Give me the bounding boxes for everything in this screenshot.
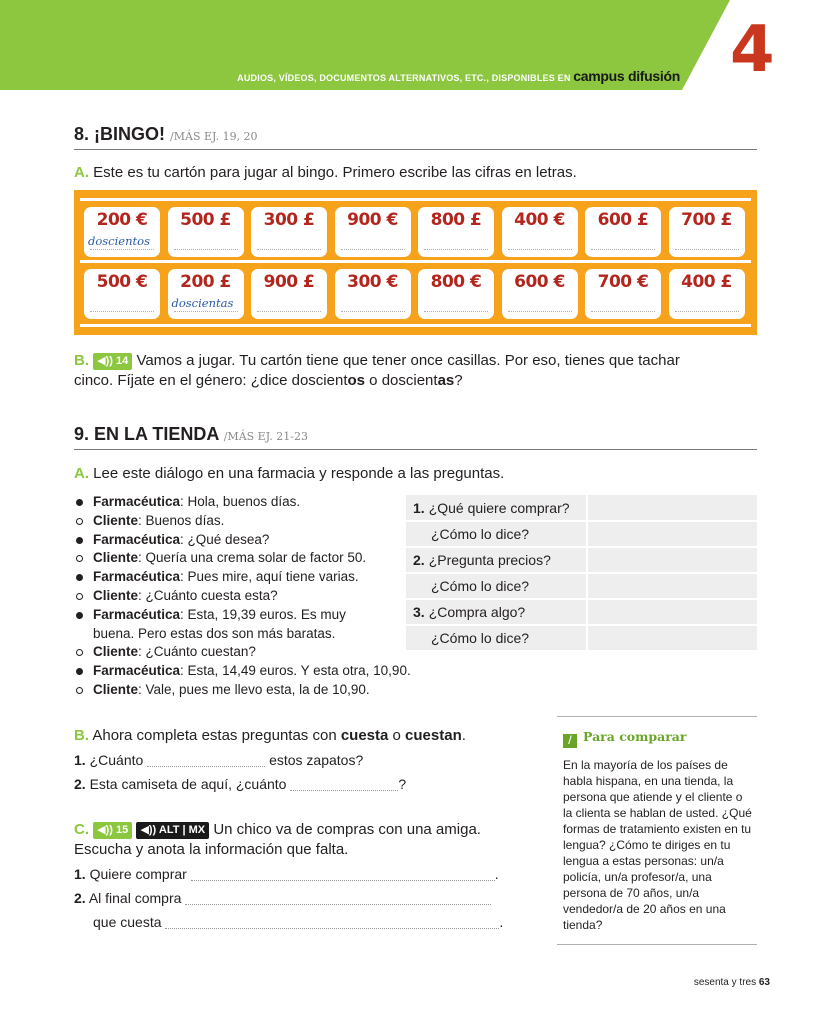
utterance: : Hola, buenos días.: [180, 494, 301, 509]
answer-line: [341, 249, 405, 250]
item-text: estos zapatos?: [269, 752, 364, 768]
speaker: Cliente: [93, 587, 139, 603]
item-text: .: [494, 866, 499, 882]
speaker: Cliente: [93, 512, 139, 528]
item-text: que cuesta: [93, 914, 162, 930]
answer-line: [675, 311, 739, 312]
bingo-value: 800 €: [430, 272, 482, 292]
question-cell: [406, 573, 587, 599]
answer-line: [508, 311, 572, 312]
task-text: o doscient: [365, 371, 438, 389]
bingo-cell[interactable]: [168, 269, 244, 319]
answer-line: [257, 249, 321, 250]
dialog-line: [74, 549, 411, 568]
exercise-item: [74, 890, 491, 906]
bingo-value: 900 £: [263, 272, 315, 292]
para-comparar-box: [557, 716, 757, 945]
bingo-stripe: [80, 324, 751, 327]
dialog-line: [74, 531, 411, 550]
task-text: Un chico va de compras con una amiga.: [213, 821, 481, 838]
answer-line: [341, 311, 405, 312]
audio-track-number: 14: [116, 355, 129, 367]
table-row: [406, 521, 757, 547]
bingo-cell[interactable]: [418, 207, 494, 257]
item-text: Al final compra: [88, 890, 182, 906]
speaker: Farmacéutica: [93, 569, 181, 585]
banner-caption: AUDIOS, VÍDEOS, DOCUMENTOS ALTERNATIVOS, ETC., DISPONIBLES EN: [237, 73, 571, 83]
utterance: : ¿Cuánto cuesta esta?: [138, 587, 278, 603]
audio-track-number: 15: [116, 824, 129, 836]
bingo-cell[interactable]: [669, 207, 745, 257]
task-text: Escucha y anota la información que falta.: [74, 840, 349, 858]
dialog-list: [74, 493, 411, 700]
aside-body: En la mayoría de los países de habla hispana, en una tienda, la persona que atiende y el cliente o la clienta se hablan de usted. ¿Qué formas de tratamiento existen en tu lengua? ¿Cómo te diriges en tu lengua a estas personas: un/a policía, un/a profesor/a, una persona de 70 años, un/a vendedor/a de 20 años en una tienda?: [563, 758, 752, 932]
section-ref: /MÁS EJ. 21-23: [223, 430, 308, 443]
bingo-cell[interactable]: [669, 269, 745, 319]
bingo-cell[interactable]: [168, 207, 244, 257]
speaker: Cliente: [93, 644, 139, 660]
bingo-value: 300 €: [347, 272, 398, 292]
bingo-value: 800 £: [430, 210, 482, 230]
bingo-cell[interactable]: [84, 269, 160, 319]
answer-cell[interactable]: [587, 599, 757, 625]
question-number: 2.: [413, 552, 425, 568]
bingo-value: 500 €: [96, 272, 148, 292]
bingo-value: 600 €: [514, 272, 565, 292]
blank-field[interactable]: [165, 917, 499, 929]
item-number: 1.: [74, 752, 86, 768]
table-row: [406, 573, 757, 599]
bingo-value: 700 €: [597, 272, 649, 292]
exercise-item: [93, 914, 503, 930]
task-9c: [74, 820, 481, 859]
bingo-value: 200 £: [180, 272, 231, 292]
answer-cell[interactable]: [587, 573, 757, 599]
emphasis: cuestan: [405, 727, 462, 744]
speaker: Cliente: [93, 550, 139, 566]
answer-line: [675, 249, 739, 250]
bingo-cell[interactable]: [585, 269, 661, 319]
utterance: : Esta, 19,39 euros. Es muy: [180, 606, 346, 622]
blank-field[interactable]: [185, 893, 491, 905]
question-text: ¿Cómo lo dice?: [431, 578, 530, 594]
answer-line: [90, 311, 154, 312]
task-8a: [74, 163, 577, 183]
answer-line: [591, 311, 655, 312]
utterance: : Vale, pues me llevo esta, la de 10,90.: [138, 681, 370, 697]
page-number: 63: [758, 977, 770, 988]
emphasis: cuesta: [340, 727, 389, 744]
item-text: .: [499, 914, 504, 930]
task-label: A.: [74, 465, 89, 482]
item-text: Quiere comprar: [89, 866, 187, 882]
bingo-cell[interactable]: [418, 269, 494, 319]
answer-cell[interactable]: [587, 625, 757, 651]
bingo-stripe: [80, 198, 751, 201]
audio-alt-label: ALT | MX: [158, 824, 206, 836]
speaker: Farmacéutica: [93, 531, 181, 547]
section-title-text: EN LA TIENDA: [94, 424, 219, 444]
question-cell: [406, 625, 587, 651]
campus-difusion-logo[interactable]: campus difusión: [573, 68, 680, 84]
blank-field[interactable]: [147, 755, 265, 767]
answer-line: [424, 249, 488, 250]
question-cell: [406, 599, 587, 625]
emphasis: as: [437, 371, 455, 389]
answer-cell[interactable]: [587, 495, 757, 521]
bingo-value: 700 £: [681, 210, 732, 230]
utterance: : ¿Cuánto cuestan?: [138, 644, 256, 660]
bingo-value: 900 €: [347, 210, 398, 230]
answer-line: [174, 249, 238, 250]
aside-title-text: Para comparar: [583, 729, 687, 744]
exercise-item: [74, 776, 406, 792]
task-text: Este es tu cartón para jugar al bingo. Primero escribe las cifras en letras.: [93, 164, 577, 181]
answer-line: [424, 311, 488, 312]
bingo-cell[interactable]: [585, 207, 661, 257]
page-footer: [694, 977, 770, 988]
item-text: ¿Cuánto: [89, 752, 144, 768]
utterance: : Quería una crema solar de factor 50.: [138, 550, 367, 566]
dialog-line: [74, 493, 411, 512]
dialog-line: [74, 512, 411, 531]
task-text: .: [461, 727, 466, 744]
task-text: ?: [454, 371, 463, 389]
speaker: Cliente: [93, 681, 139, 697]
question-text: ¿Qué quiere comprar?: [428, 499, 570, 516]
section-number: 8.: [74, 124, 90, 144]
bingo-value: 200 €: [96, 210, 148, 230]
bingo-card: [74, 190, 757, 335]
speaker: Farmacéutica: [93, 663, 181, 679]
handwritten-answer: doscientos: [88, 234, 150, 248]
bingo-value: 400 £: [681, 272, 732, 292]
question-number: 1.: [413, 499, 425, 516]
task-label: B.: [74, 352, 89, 369]
bingo-cell[interactable]: [335, 269, 411, 319]
bingo-cell[interactable]: [84, 207, 160, 257]
section-ref: /MÁS EJ. 19, 20: [170, 130, 258, 143]
bingo-cell[interactable]: [502, 207, 578, 257]
answer-line: [508, 249, 572, 250]
bingo-value: 500 £: [180, 210, 231, 230]
utterance: : Buenos días.: [138, 512, 225, 528]
divider: [74, 149, 757, 150]
dialog-line: [74, 568, 411, 587]
question-number: 3.: [413, 604, 425, 620]
compare-icon: /: [563, 734, 577, 748]
dialog-line: [74, 587, 411, 606]
question-text: ¿Compra algo?: [428, 604, 526, 620]
answer-line: [90, 249, 154, 250]
item-number: 2.: [74, 776, 86, 792]
emphasis: os: [347, 371, 366, 389]
task-8b: [74, 351, 757, 390]
answer-line: [257, 311, 321, 312]
audio-alt-button[interactable]: ◀)) ALT | MX: [136, 822, 209, 839]
task-9a: [74, 464, 504, 484]
utterance: : Pues mire, aquí tiene varias.: [180, 569, 359, 585]
task-text: o: [388, 727, 406, 744]
task-text: Vamos a jugar. Tu cartón tiene que tener once casillas. Por eso, tienes que tachar: [136, 352, 680, 369]
banner-text: [237, 68, 680, 84]
question-text: ¿Cómo lo dice?: [431, 526, 530, 542]
task-text: Ahora completa estas preguntas con: [92, 727, 341, 744]
section-title-text: ¡BINGO!: [94, 124, 166, 144]
dialog-line: [74, 681, 411, 700]
table-row: [406, 625, 757, 651]
item-number: 1.: [74, 866, 86, 882]
dialog-line: [74, 643, 411, 662]
answer-line: [591, 249, 655, 250]
questions-table: [406, 495, 757, 652]
utterance: : ¿Qué desea?: [180, 531, 270, 547]
bingo-cell[interactable]: [335, 207, 411, 257]
item-text: ?: [398, 776, 407, 792]
dialog-line: [74, 662, 411, 681]
task-label: C.: [74, 821, 89, 838]
handwritten-answer: doscientas: [171, 296, 234, 310]
speaker: Farmacéutica: [93, 494, 181, 509]
bingo-value: 300 £: [263, 210, 315, 230]
answer-cell[interactable]: [587, 521, 757, 547]
bingo-value: 600 £: [597, 210, 649, 230]
blank-field[interactable]: [290, 779, 398, 791]
task-text: Lee este diálogo en una farmacia y responde a las preguntas.: [93, 465, 505, 482]
audio-track-button[interactable]: ◀)) 14: [93, 353, 132, 370]
answer-line: [174, 311, 238, 312]
bingo-cell[interactable]: [502, 269, 578, 319]
utterance: : Esta, 14,49 euros. Y esta otra, 10,90.: [180, 663, 411, 679]
page-number-words: sesenta y tres: [693, 977, 757, 988]
bingo-cell[interactable]: [251, 207, 327, 257]
divider: [74, 449, 757, 450]
aside-title: [563, 729, 687, 748]
question-cell: [406, 521, 587, 547]
question-text: ¿Cómo lo dice?: [431, 630, 530, 646]
answer-cell[interactable]: [587, 547, 757, 573]
question-text: ¿Pregunta precios?: [428, 552, 551, 568]
section-number: 9.: [74, 424, 90, 444]
task-text: cinco. Fíjate en el género: ¿dice doscient: [74, 371, 348, 389]
exercise-item: [74, 866, 499, 882]
section-8-title: [74, 124, 258, 145]
exercise-item: [74, 752, 363, 768]
unit-number: 4: [730, 13, 775, 87]
item-text: Esta camiseta de aquí, ¿cuánto: [89, 776, 287, 792]
task-label: B.: [74, 727, 89, 744]
utterance: buena. Pero estas dos son más baratas.: [93, 625, 336, 641]
bingo-cell[interactable]: [251, 269, 327, 319]
question-cell: [406, 547, 587, 573]
table-row: [406, 495, 757, 521]
table-row: [406, 599, 757, 625]
section-9-title: [74, 424, 308, 445]
blank-field[interactable]: [191, 869, 495, 881]
bingo-stripe: [80, 260, 751, 263]
question-cell: [406, 495, 587, 521]
bingo-value: 400 €: [514, 210, 565, 230]
table-row: [406, 547, 757, 573]
audio-track-button[interactable]: ◀)) 15: [93, 822, 132, 839]
dialog-line: [74, 606, 411, 644]
item-number: 2.: [74, 890, 86, 906]
task-label: A.: [74, 164, 89, 181]
speaker: Farmacéutica: [93, 606, 181, 622]
task-9b: [74, 726, 466, 746]
